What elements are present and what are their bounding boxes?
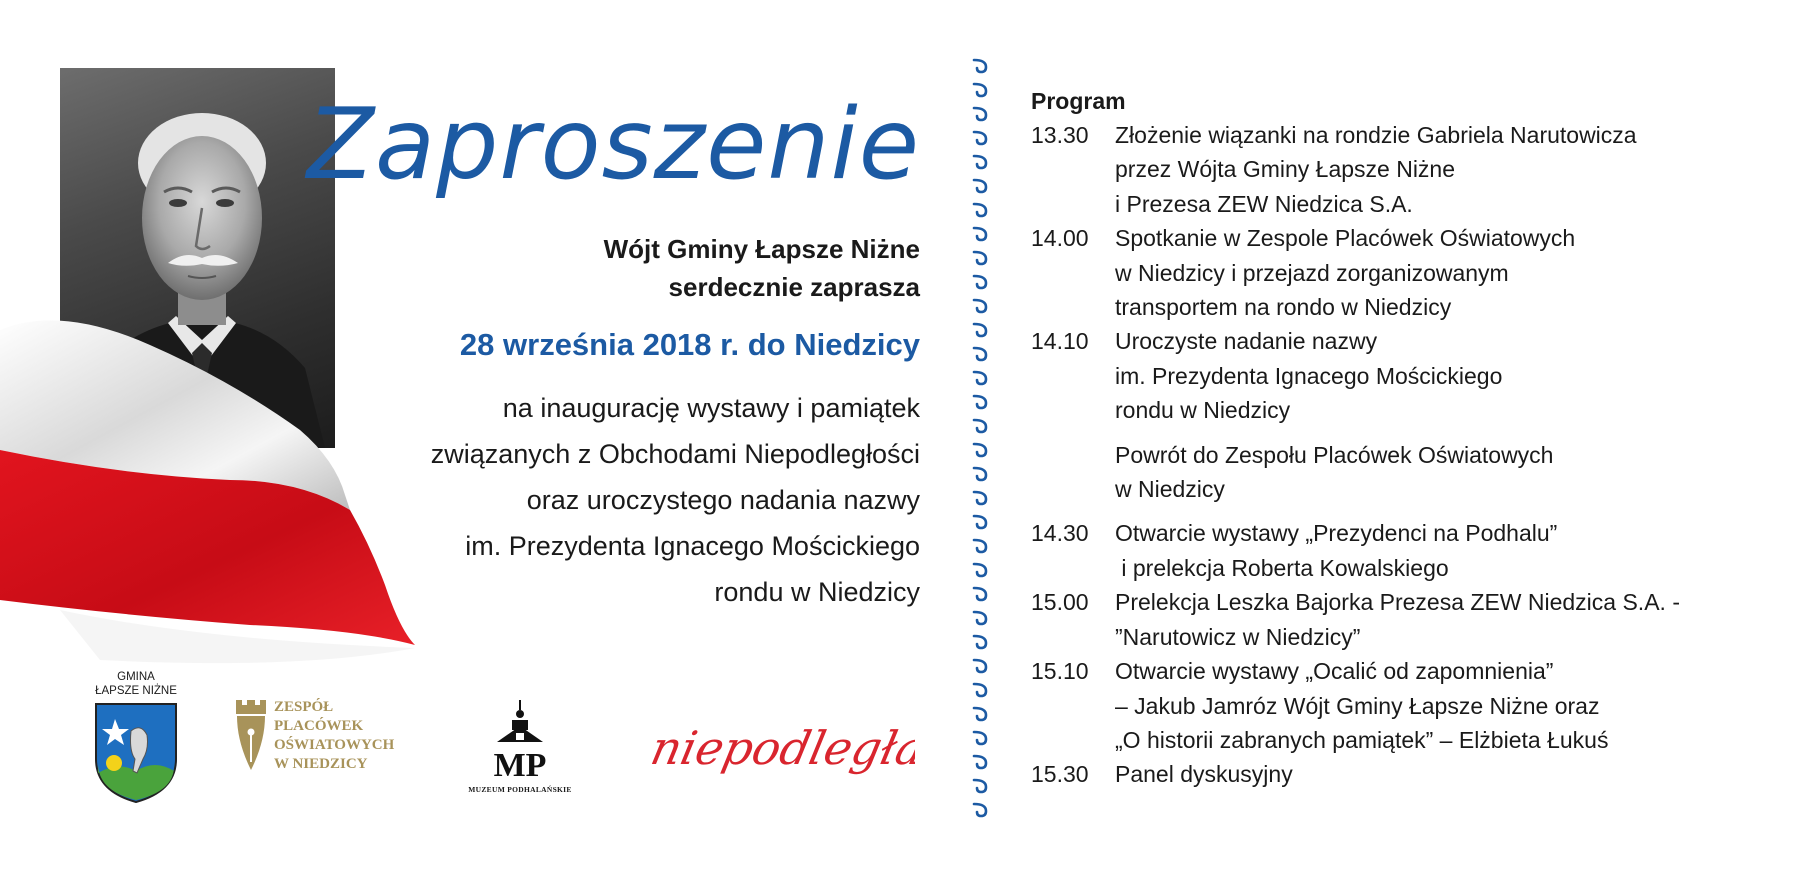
niepodlegla-wordmark: niepodległa	[646, 721, 915, 775]
program-item	[1031, 438, 1680, 507]
polish-flag	[0, 310, 420, 700]
zespol-label: OŚWIATOWYCH	[274, 737, 395, 753]
program-line: Złożenie wiązanki na rondzie Gabriela Narutowicza	[1115, 122, 1637, 148]
program-line: w Niedzicy i przejazd zorganizowanym	[1115, 259, 1509, 286]
program-item	[1031, 585, 1680, 654]
program-title: Program	[1031, 88, 1126, 114]
program-time: 14.30	[1031, 520, 1089, 547]
fountain-pen-nib-icon	[234, 698, 268, 772]
program-time: 15.30	[1031, 761, 1089, 788]
program-line: w Niedzicy	[1115, 476, 1225, 503]
program-line: Otwarcie wystawy „Ocalić od zapomnienia”	[1115, 658, 1554, 685]
church-tower-icon	[485, 700, 555, 778]
program-time: 13.30	[1031, 122, 1089, 148]
program-line: Uroczyste nadanie nazwy	[1115, 328, 1378, 355]
invitation-title: Zaproszenie	[306, 88, 920, 202]
program-line: Prelekcja Leszka Bajorka Prezesa ZEW Niedzica S.A. -	[1115, 589, 1680, 616]
gmina-label: ŁAPSZE NIŻNE	[95, 685, 177, 697]
zespol-logo	[234, 698, 394, 774]
coat-of-arms-icon	[93, 701, 179, 805]
purpose-line: związanych z Obchodami Niepodległości	[430, 439, 920, 469]
purpose-line: na inaugurację wystawy i pamiątek	[502, 393, 920, 423]
purpose-block	[431, 385, 920, 615]
host-block	[604, 230, 920, 306]
host-line: serdecznie zaprasza	[668, 272, 920, 302]
program-line: Otwarcie wystawy „Prezydenci na Podhalu”	[1115, 520, 1558, 547]
program-time: 14.10	[1031, 328, 1089, 355]
zespol-label: PLACÓWEK	[274, 718, 364, 734]
niepodlegla-signature-icon	[645, 706, 915, 796]
program-line: ”Narutowicz w Niedzicy”	[1115, 623, 1361, 650]
program-item	[1031, 118, 1680, 221]
program-time	[1031, 438, 1115, 507]
host-line: Wójt Gminy Łapsze Niżne	[603, 234, 920, 264]
program-line: Powrót do Zespołu Placówek Oświatowych	[1115, 441, 1554, 468]
purpose-line: rondu w Niedzicy	[714, 577, 920, 607]
muzeum-logo	[455, 700, 585, 794]
event-date: 28 września 2018 r. do Niedzicy	[459, 327, 920, 362]
program-time: 15.00	[1031, 589, 1089, 616]
program-item	[1031, 757, 1680, 791]
program-line: przez Wójta Gminy Łapsze Niżne	[1115, 156, 1456, 183]
program-line: transportem na rondo w Niedzicy	[1115, 294, 1452, 321]
gmina-label: GMINA	[117, 671, 155, 683]
purpose-line: oraz uroczystego nadania nazwy	[526, 485, 920, 515]
niepodlegla-logo	[645, 706, 915, 801]
program-line: i prelekcja Roberta Kowalskiego	[1115, 554, 1449, 581]
muzeum-mark: MP	[493, 747, 547, 778]
program-line: – Jakub Jamróz Wójt Gminy Łapsze Niżne oraz	[1115, 692, 1600, 719]
program-item	[1031, 516, 1680, 585]
program-time: 15.10	[1031, 658, 1089, 685]
program-time: 14.00	[1031, 225, 1089, 252]
program-block	[1031, 84, 1680, 792]
program-line: rondu w Niedzicy	[1115, 397, 1291, 424]
muzeum-name: MUZEUM PODHALAŃSKIE	[468, 785, 572, 794]
program-line: i Prezesa ZEW Niedzica S.A.	[1115, 190, 1413, 217]
wave-ornament-icon	[966, 56, 996, 826]
zespol-label: ZESPÓŁ	[274, 699, 334, 715]
program-line: „O historii zabranych pamiątek” – Elżbieta Łukuś	[1115, 726, 1609, 753]
program-line: Panel dyskusyjny	[1115, 761, 1293, 788]
program-item	[1031, 324, 1680, 427]
program-line: im. Prezydenta Ignacego Mościckiego	[1115, 362, 1503, 389]
gmina-logo	[86, 670, 186, 810]
purpose-line: im. Prezydenta Ignacego Mościckiego	[465, 531, 920, 561]
program-item	[1031, 221, 1680, 324]
zespol-label: W NIEDZICY	[274, 756, 368, 772]
program-item	[1031, 654, 1680, 757]
program-line: Spotkanie w Zespole Placówek Oświatowych	[1115, 225, 1576, 252]
